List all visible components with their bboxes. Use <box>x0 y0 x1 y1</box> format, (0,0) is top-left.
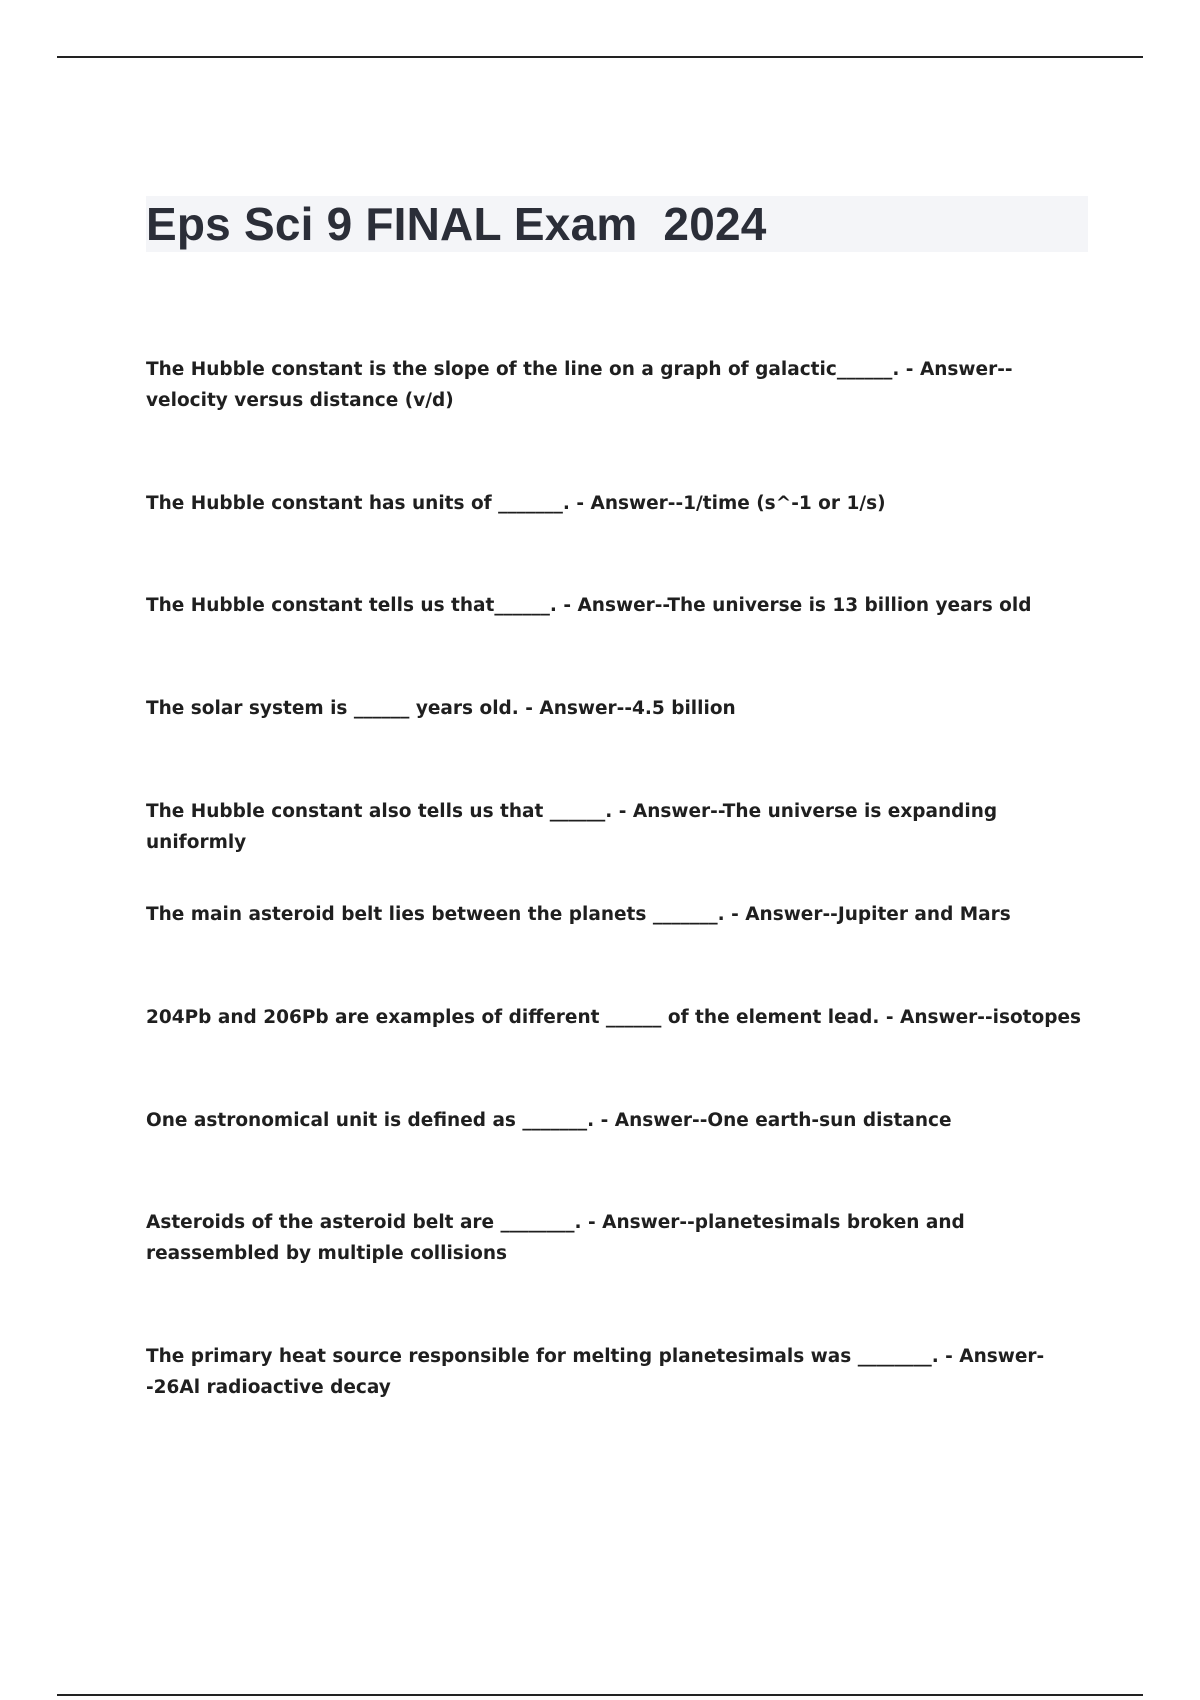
answer-text: Answer--26Al radioactive decay <box>146 1346 1045 1398</box>
question-text: One astronomical unit is defined as _______. - <box>146 1110 609 1131</box>
question-text: The primary heat source responsible for melting planetesimals was ________. - <box>146 1346 953 1367</box>
answer-text: Answer--velocity versus distance (v/d) <box>146 359 1013 411</box>
qa-item-4 <box>146 693 1086 724</box>
question-text: The Hubble constant has units of _______. - <box>146 493 585 514</box>
question-text: 204Pb and 206Pb are examples of different ______ of the element lead. - <box>146 1007 894 1028</box>
question-text: The Hubble constant also tells us that ______. - <box>146 801 627 822</box>
answer-text: Answer--isotopes <box>900 1007 1082 1028</box>
qa-item-7 <box>146 1002 1086 1033</box>
qa-item-2 <box>146 488 1086 519</box>
question-text: The Hubble constant is the slope of the line on a graph of galactic______. - <box>146 359 914 380</box>
qa-item-5 <box>146 796 1086 858</box>
answer-text: Answer--1/time (s^-1 or 1/s) <box>590 493 886 514</box>
question-text: The Hubble constant tells us that______. - <box>146 595 572 616</box>
answer-text: Answer--Jupiter and Mars <box>745 904 1011 925</box>
bottom-rule <box>57 1694 1143 1696</box>
answer-text: Answer--The universe is expanding uniformly <box>146 801 1004 853</box>
answer-text: Answer--The universe is 13 billion years old <box>577 595 1032 616</box>
qa-item-8 <box>146 1105 1086 1136</box>
qa-item-6 <box>146 899 1086 930</box>
question-text: The main asteroid belt lies between the planets _______. - <box>146 904 739 925</box>
answer-text: Answer--planetesimals broken and reassembled by multiple collisions <box>146 1212 972 1264</box>
answer-text: Answer--4.5 billion <box>539 698 736 719</box>
top-rule <box>57 56 1143 58</box>
qa-item-1 <box>146 354 1086 416</box>
qa-item-3 <box>146 590 1086 621</box>
qa-item-9 <box>146 1207 1086 1269</box>
answer-text: Answer--One earth-sun distance <box>614 1110 952 1131</box>
qa-item-10 <box>146 1341 1086 1403</box>
question-text: Asteroids of the asteroid belt are ________. - <box>146 1212 596 1233</box>
question-text: The solar system is ______ years old. - <box>146 698 533 719</box>
page-title: Eps Sci 9 FINAL Exam 2024 <box>146 198 767 250</box>
